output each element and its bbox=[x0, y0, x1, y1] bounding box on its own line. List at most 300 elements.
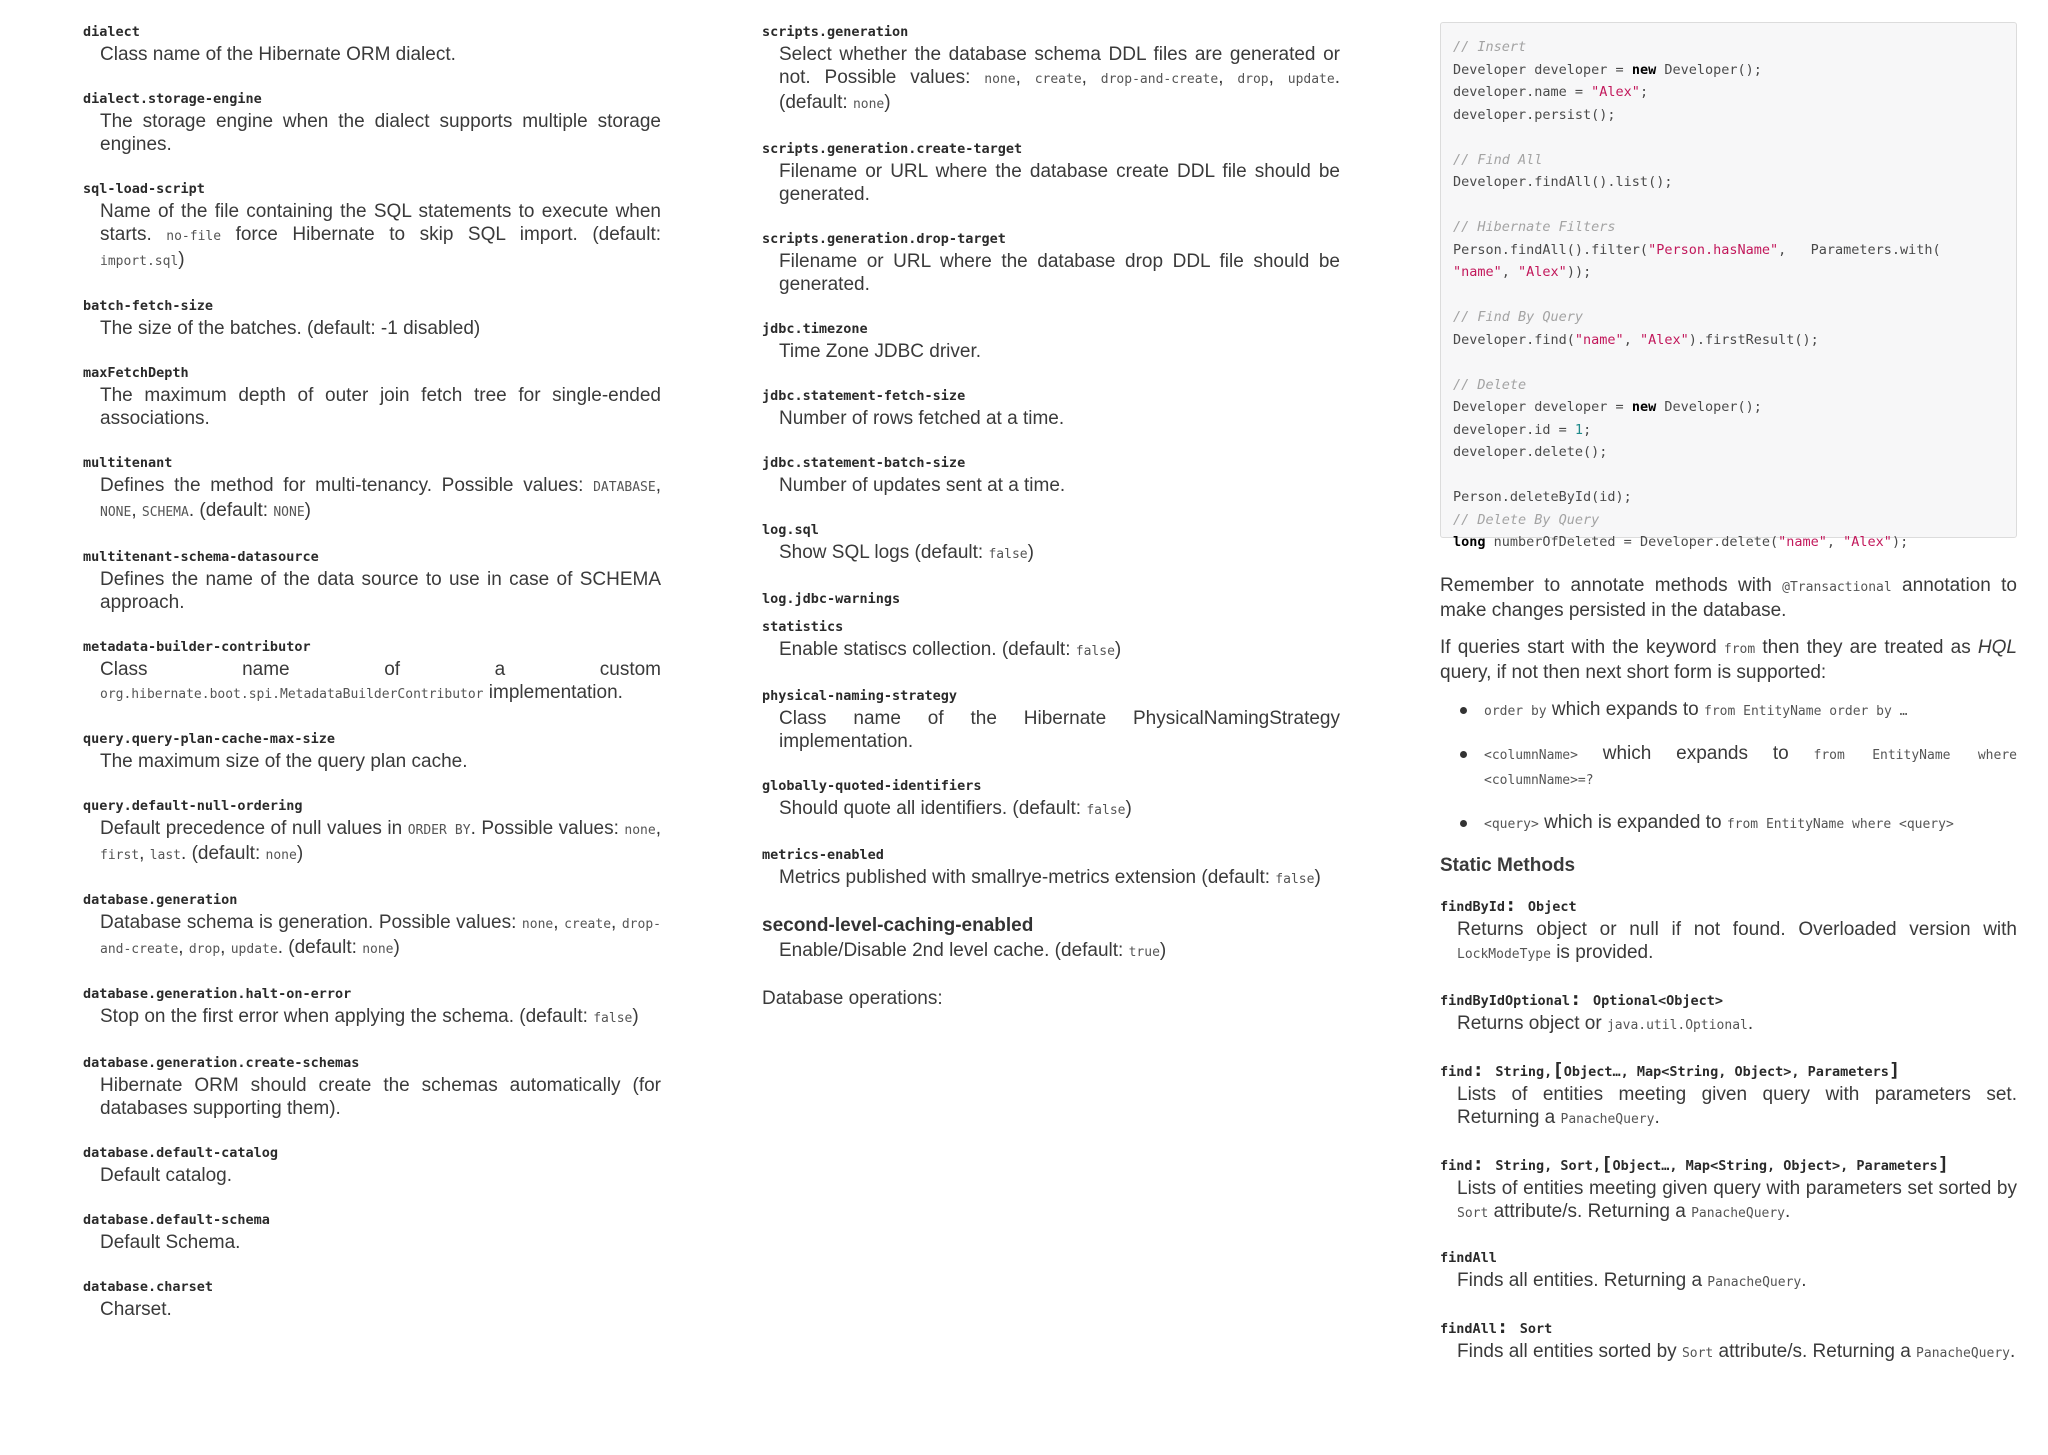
inline-code: last bbox=[149, 848, 182, 863]
method-signature bbox=[1440, 1248, 2017, 1268]
text-run: Default precedence of null values in bbox=[100, 818, 408, 839]
code-string: "Alex" bbox=[1639, 331, 1689, 348]
code-keyword: new bbox=[1631, 61, 1657, 78]
config-description bbox=[100, 1005, 661, 1030]
config-key: statistics bbox=[762, 619, 844, 635]
text-run: is provided. bbox=[1550, 942, 1654, 963]
signature-text: Object…, Map<String, Object>, Parameters bbox=[1563, 1064, 1889, 1080]
code-line bbox=[1453, 239, 2004, 262]
code-line bbox=[1453, 216, 2004, 239]
code-string: "name" bbox=[1574, 331, 1624, 348]
config-key: database.generation.halt-on-error bbox=[83, 986, 352, 1002]
text-run: . bbox=[2009, 1341, 2016, 1362]
config-entry bbox=[83, 547, 661, 614]
text-run: Time Zone JDBC driver. bbox=[779, 341, 982, 362]
method-signature bbox=[1440, 1317, 2017, 1339]
code-line bbox=[1453, 419, 2004, 442]
config-description bbox=[779, 707, 1340, 753]
bullet-item bbox=[1440, 811, 2017, 836]
text-run: Defines the method for multi-tenancy. Possible values: bbox=[100, 475, 594, 496]
config-entry bbox=[762, 914, 1340, 964]
code-comment: // Delete By Query bbox=[1453, 511, 1600, 528]
config-key: sql-load-script bbox=[83, 181, 205, 197]
short-form-list bbox=[1440, 698, 2017, 836]
method-entry bbox=[1440, 1060, 2017, 1131]
code-token: Person.findAll().filter( bbox=[1453, 241, 1649, 258]
inline-code: false bbox=[593, 1011, 633, 1026]
text-run: query, if not then next short form is supported: bbox=[1440, 662, 1827, 683]
text-run: . bbox=[1785, 1201, 1791, 1222]
config-description bbox=[779, 43, 1340, 116]
text-run: ) bbox=[178, 249, 185, 270]
text-run: Remember to annotate methods with bbox=[1440, 575, 1783, 596]
text-run: ) bbox=[1125, 798, 1132, 819]
config-entry bbox=[762, 520, 1340, 566]
inline-code: PanacheQuery bbox=[1691, 1206, 1786, 1221]
inline-code: Sort bbox=[1681, 1346, 1714, 1361]
config-key: multitenant bbox=[83, 455, 173, 471]
code-token: ).firstResult(); bbox=[1688, 331, 1819, 348]
config-entry bbox=[83, 890, 661, 961]
config-entry bbox=[762, 845, 1340, 891]
signature-text: findById bbox=[1440, 899, 1506, 915]
text-run: Defines the name of the data source to use in case of SCHEMA approach. bbox=[100, 569, 661, 613]
text-run: The storage engine when the dialect supports multiple storage engines. bbox=[100, 111, 661, 155]
text-run: ) bbox=[296, 843, 304, 864]
config-description bbox=[100, 911, 661, 961]
code-line bbox=[1453, 104, 2004, 127]
text-run: , bbox=[139, 843, 150, 864]
code-keyword: new bbox=[1631, 399, 1657, 415]
config-description bbox=[779, 340, 1340, 363]
config-entry bbox=[83, 1277, 661, 1321]
paragraph bbox=[1440, 636, 2017, 684]
method-description bbox=[1457, 1340, 2017, 1365]
text-run: Default Schema. bbox=[100, 1232, 241, 1253]
code-line bbox=[1453, 261, 2004, 284]
config-entry bbox=[762, 229, 1340, 296]
code-token: developer.name = bbox=[1453, 84, 1592, 100]
inline-code: none bbox=[265, 848, 297, 863]
signature-punct: [ bbox=[1601, 1153, 1613, 1175]
config-entry bbox=[83, 1053, 661, 1120]
signature-text: Sort bbox=[1519, 1321, 1553, 1337]
code-listing bbox=[1440, 22, 2017, 550]
query-notes bbox=[1440, 574, 2017, 684]
config-entry bbox=[762, 617, 1340, 663]
text-run: Number of rows fetched at a time. bbox=[779, 408, 1065, 429]
config-entry bbox=[762, 386, 1340, 430]
bullet-dot bbox=[1460, 751, 1467, 758]
text-run: . (default: bbox=[181, 843, 266, 864]
config-description bbox=[779, 160, 1340, 206]
code-comment: // Find All bbox=[1453, 151, 1543, 168]
text-run: implementation. bbox=[483, 682, 623, 703]
config-key: jdbc.statement-fetch-size bbox=[762, 388, 966, 404]
inline-code: false bbox=[1075, 644, 1115, 659]
code-line bbox=[1453, 464, 2004, 487]
config-entry bbox=[83, 984, 661, 1030]
inline-code: org.hibernate.boot.spi.MetadataBuilderContributor bbox=[100, 687, 484, 702]
config-description bbox=[779, 638, 1340, 663]
config-key: multitenant-schema-datasource bbox=[83, 549, 319, 565]
inline-code: drop-and-create bbox=[1100, 72, 1219, 87]
config-entry bbox=[83, 729, 661, 773]
code-line bbox=[1453, 441, 2004, 464]
inline-code: PanacheQuery bbox=[1916, 1346, 2010, 1361]
bullet-item bbox=[1440, 742, 2017, 792]
config-entry bbox=[83, 1143, 661, 1187]
config-description bbox=[779, 797, 1340, 822]
code-line bbox=[1453, 81, 2004, 104]
text-run: Class name of the Hibernate ORM dialect. bbox=[100, 44, 456, 65]
config-key: jdbc.timezone bbox=[762, 321, 868, 337]
text-run: , bbox=[611, 912, 622, 933]
inline-code: false bbox=[1275, 872, 1315, 887]
signature-text: Optional<Object> bbox=[1592, 993, 1723, 1009]
signature-punct: ] bbox=[1888, 1059, 1901, 1081]
signature-text: findAll bbox=[1440, 1321, 1497, 1337]
method-entry bbox=[1440, 1154, 2017, 1225]
code-comment: // Hibernate Filters bbox=[1453, 219, 1616, 235]
text-run: Stop on the first error when applying the schema. (default: bbox=[100, 1006, 594, 1027]
config-key: scripts.generation.drop-target bbox=[762, 231, 1006, 247]
text-run: , bbox=[553, 912, 565, 933]
code-line bbox=[1453, 306, 2004, 329]
text-run: ) bbox=[304, 500, 311, 521]
signature-punct: : bbox=[1570, 988, 1593, 1010]
method-signature bbox=[1440, 895, 2017, 917]
config-entry bbox=[83, 796, 661, 867]
inline-code: true bbox=[1128, 945, 1160, 960]
database-operations-label: Database operations: bbox=[762, 988, 943, 1009]
config-key: metrics-enabled bbox=[762, 847, 884, 863]
text-run: Class name of a custom bbox=[100, 659, 661, 680]
config-entry bbox=[83, 296, 661, 340]
code-line bbox=[1453, 531, 2004, 554]
config-key: scripts.generation bbox=[762, 24, 909, 40]
text-run: Lists of entities meeting given query with parameters set. Returning a bbox=[1457, 1084, 2017, 1128]
text-run: ) bbox=[1314, 867, 1321, 888]
text-run: , bbox=[1015, 67, 1035, 88]
text-run: annotation to make changes persisted in the database. bbox=[1440, 575, 2017, 621]
text-run: Filename or URL where the database create DDL file should be generated. bbox=[779, 161, 1340, 205]
text-run: which expands to bbox=[1577, 743, 1814, 764]
inline-code: first bbox=[100, 848, 140, 863]
text-run: Returns object or bbox=[1457, 1013, 1607, 1034]
code-token: , bbox=[1826, 534, 1844, 550]
inline-code: LockModeType bbox=[1457, 947, 1551, 962]
config-description bbox=[779, 541, 1340, 566]
text-run: , bbox=[1268, 67, 1288, 88]
method-entry bbox=[1440, 895, 2017, 966]
method-description bbox=[1457, 1012, 2017, 1037]
method-signature bbox=[1440, 1060, 2017, 1082]
code-string: "Alex" bbox=[1591, 84, 1640, 100]
config-key: dialect.storage-engine bbox=[83, 91, 262, 107]
text-run: Show SQL logs (default: bbox=[779, 542, 989, 563]
inline-code: update bbox=[230, 942, 278, 957]
config-key: database.generation bbox=[83, 892, 238, 908]
inline-code: import.sql bbox=[100, 254, 179, 269]
text-run: Finds all entities sorted by bbox=[1457, 1341, 1682, 1362]
config-key: database.generation.create-schemas bbox=[83, 1055, 360, 1071]
config-description bbox=[100, 1164, 661, 1187]
text-run: , bbox=[178, 937, 189, 958]
code-line bbox=[1453, 351, 2004, 374]
column-config-middle bbox=[762, 22, 1340, 1024]
inline-code: from bbox=[1723, 642, 1756, 657]
code-line bbox=[1453, 509, 2004, 532]
signature-text: findAll bbox=[1440, 1250, 1497, 1266]
signature-text: Object bbox=[1527, 899, 1577, 915]
code-comment: // Find By Query bbox=[1453, 309, 1584, 325]
config-description bbox=[100, 110, 661, 156]
text-run: Metrics published with smallrye-metrics extension (default: bbox=[779, 867, 1276, 888]
inline-code: from EntityName order by … bbox=[1704, 704, 1908, 719]
text-run: ) bbox=[1159, 940, 1167, 961]
config-entry bbox=[762, 139, 1340, 206]
text-run: then they are treated as bbox=[1755, 637, 1978, 658]
inline-code: drop bbox=[188, 942, 221, 957]
config-description bbox=[100, 817, 661, 867]
text-run: ) bbox=[632, 1006, 639, 1027]
text-run: ) bbox=[1027, 542, 1034, 563]
static-methods-list bbox=[1440, 895, 2017, 1365]
inline-code: none bbox=[624, 823, 656, 838]
method-description bbox=[1457, 1269, 2017, 1294]
inline-code: none bbox=[362, 942, 394, 957]
config-entry bbox=[762, 589, 1340, 609]
code-line bbox=[1453, 329, 2004, 352]
code-token: ; bbox=[1639, 84, 1649, 100]
inline-code: create bbox=[564, 917, 612, 932]
inline-code: create bbox=[1034, 72, 1082, 87]
text-run: Class name of the Hibernate PhysicalNamingStrategy implementation. bbox=[779, 708, 1340, 752]
text-run: . (default: bbox=[277, 937, 363, 958]
inline-code: drop bbox=[1237, 72, 1269, 87]
code-comment: // Insert bbox=[1453, 39, 1527, 55]
config-key: metadata-builder-contributor bbox=[83, 639, 311, 655]
code-line bbox=[1453, 486, 2004, 509]
inline-code: drop-and-create bbox=[100, 917, 661, 957]
signature-text: Object…, Map<String, Object>, Parameters bbox=[1612, 1158, 1938, 1174]
config-entry bbox=[83, 179, 661, 273]
inline-code: PanacheQuery bbox=[1707, 1275, 1802, 1290]
text-run: which is expanded to bbox=[1538, 812, 1727, 833]
method-description bbox=[1457, 918, 2017, 966]
text-run: Should quote all identifiers. (default: bbox=[779, 798, 1087, 819]
config-entry bbox=[762, 22, 1340, 116]
code-token: Developer(); bbox=[1656, 399, 1762, 415]
config-entry bbox=[83, 363, 661, 430]
text-run: ) bbox=[884, 92, 891, 113]
method-description bbox=[1457, 1177, 2017, 1225]
config-key: query.default-null-ordering bbox=[83, 798, 303, 814]
inline-code: NONE bbox=[273, 505, 305, 520]
code-token: , Parameters.with( bbox=[1778, 241, 1941, 258]
config-key: batch-fetch-size bbox=[83, 298, 214, 314]
config-description bbox=[100, 200, 661, 273]
inline-code: ORDER BY bbox=[407, 823, 471, 838]
config-entry bbox=[83, 453, 661, 524]
config-entry bbox=[762, 686, 1340, 753]
config-description bbox=[779, 866, 1340, 891]
code-string: "Alex" bbox=[1518, 264, 1567, 280]
method-entry bbox=[1440, 1317, 2017, 1365]
config-key: physical-naming-strategy bbox=[762, 688, 958, 704]
code-line bbox=[1453, 396, 2004, 419]
text-run: Charset. bbox=[100, 1299, 172, 1320]
text-run: which expands to bbox=[1546, 699, 1704, 720]
text-run: Hibernate ORM should create the schemas automatically (for databases supporting them). bbox=[100, 1075, 661, 1119]
config-key: log.sql bbox=[762, 522, 819, 538]
text-run: , bbox=[131, 500, 142, 521]
config-entry bbox=[762, 453, 1340, 497]
config-description bbox=[779, 474, 1340, 497]
text-run: . (default: bbox=[188, 500, 274, 521]
code-string: "name" bbox=[1778, 534, 1827, 550]
inline-code: NONE bbox=[100, 505, 132, 520]
text-run: Lists of entities meeting given query with parameters set sorted by bbox=[1457, 1178, 2017, 1199]
text-run: ) bbox=[393, 937, 400, 958]
text-run: , bbox=[655, 818, 661, 839]
text-run: , bbox=[1081, 67, 1101, 88]
config-entry bbox=[762, 776, 1340, 822]
config-description bbox=[779, 407, 1340, 430]
code-token: ; bbox=[1583, 421, 1592, 438]
code-line bbox=[1453, 194, 2004, 217]
text-run: Database schema is generation. Possible values: bbox=[100, 912, 522, 933]
text-run: Enable/Disable 2nd level cache. (default: bbox=[779, 940, 1129, 961]
code-line bbox=[1453, 374, 2004, 397]
signature-text: String, bbox=[1495, 1064, 1553, 1080]
code-line bbox=[1453, 149, 2004, 172]
inline-code: false bbox=[988, 547, 1028, 562]
text-run: Returns object or null if not found. Overloaded version with bbox=[1457, 919, 2017, 940]
text-run: , bbox=[655, 475, 661, 496]
text-run: Enable statiscs collection. (default: bbox=[779, 639, 1076, 660]
bullet-dot bbox=[1460, 707, 1467, 714]
code-token: , bbox=[1501, 264, 1519, 280]
code-line bbox=[1453, 59, 2004, 82]
config-entry bbox=[83, 637, 661, 706]
text-run: . bbox=[1747, 1013, 1754, 1034]
code-token: developer.delete(); bbox=[1453, 444, 1608, 460]
config-description bbox=[100, 474, 661, 524]
config-key: log.jdbc-warnings bbox=[762, 591, 901, 607]
text-run: . bbox=[1801, 1270, 1807, 1291]
text-run: The maximum depth of outer join fetch tree for single-ended associations. bbox=[100, 385, 661, 429]
text-run: Default catalog. bbox=[100, 1165, 233, 1186]
column-config-left bbox=[83, 22, 661, 1344]
signature-text: find bbox=[1440, 1158, 1473, 1174]
method-signature bbox=[1440, 989, 2017, 1011]
config-entry bbox=[762, 319, 1340, 363]
config-key: second-level-caching-enabled bbox=[762, 915, 1034, 936]
text-run: Name of the file containing the SQL statements to execute when starts. bbox=[100, 201, 661, 245]
config-entry bbox=[83, 1210, 661, 1254]
code-token: ); bbox=[1891, 534, 1909, 550]
code-string: "name" bbox=[1453, 264, 1502, 280]
code-token: developer.id = bbox=[1453, 421, 1575, 438]
inline-code: none bbox=[521, 917, 554, 932]
config-key: database.default-schema bbox=[83, 1212, 270, 1228]
inline-code: PanacheQuery bbox=[1560, 1112, 1655, 1127]
text-run: Finds all entities. Returning a bbox=[1457, 1270, 1708, 1291]
code-number: 1 bbox=[1574, 421, 1584, 438]
config-key: query.query-plan-cache-max-size bbox=[83, 731, 335, 747]
emphasis-text: HQL bbox=[1977, 637, 2017, 658]
config-description bbox=[100, 1298, 661, 1321]
code-token: Developer.find( bbox=[1453, 331, 1575, 348]
signature-punct: : bbox=[1472, 1153, 1496, 1175]
code-line bbox=[1453, 126, 2004, 149]
code-token: , bbox=[1623, 331, 1640, 348]
config-description bbox=[100, 568, 661, 614]
code-string: "Alex" bbox=[1843, 534, 1892, 550]
method-signature bbox=[1440, 1154, 2017, 1176]
inline-code: order by bbox=[1484, 704, 1547, 719]
config-entry bbox=[83, 22, 661, 66]
code-token: Person.deleteById(id); bbox=[1453, 489, 1632, 505]
text-run: Filename or URL where the database drop DDL file should be generated. bbox=[779, 251, 1340, 295]
text-run: ) bbox=[1114, 639, 1122, 660]
code-line bbox=[1453, 171, 2004, 194]
method-entry bbox=[1440, 1248, 2017, 1294]
text-run: The maximum size of the query plan cache. bbox=[100, 751, 468, 772]
inline-code: from EntityName where <columnName>=? bbox=[1484, 748, 2017, 788]
inline-code: false bbox=[1086, 803, 1126, 818]
text-run: . bbox=[1654, 1107, 1660, 1128]
inline-code: java.util.Optional bbox=[1606, 1018, 1748, 1033]
config-description bbox=[100, 384, 661, 430]
section-heading-static-methods: Static Methods bbox=[1440, 855, 1576, 876]
paragraph bbox=[1440, 574, 2017, 622]
inline-code: none bbox=[852, 97, 885, 112]
config-description bbox=[100, 317, 661, 340]
code-line bbox=[1453, 36, 2004, 59]
config-description bbox=[779, 939, 1340, 964]
config-description bbox=[100, 658, 661, 706]
signature-punct: : bbox=[1472, 1059, 1496, 1081]
method-entry bbox=[1440, 989, 2017, 1037]
inline-code: no-file bbox=[166, 229, 222, 244]
signature-punct: : bbox=[1505, 894, 1528, 916]
text-run: attribute/s. Returning a bbox=[1713, 1341, 1917, 1362]
text-run: , bbox=[220, 937, 231, 958]
config-key: database.default-catalog bbox=[83, 1145, 279, 1161]
inline-code: <query> bbox=[1484, 817, 1539, 832]
config-entry bbox=[83, 89, 661, 156]
text-run: attribute/s. Returning a bbox=[1488, 1201, 1692, 1222]
code-token: Developer developer = bbox=[1453, 61, 1632, 78]
config-description bbox=[100, 1231, 661, 1254]
code-line bbox=[1453, 284, 2004, 307]
code-token: Developer(); bbox=[1656, 61, 1762, 78]
bullet-dot bbox=[1460, 820, 1467, 827]
code-token: )); bbox=[1566, 264, 1592, 280]
code-token: numberOfDeleted = Developer.delete( bbox=[1485, 534, 1779, 550]
config-description bbox=[100, 750, 661, 773]
inline-code: none bbox=[984, 72, 1016, 87]
config-key: scripts.generation.create-target bbox=[762, 141, 1023, 157]
signature-text: String, Sort, bbox=[1495, 1158, 1602, 1174]
code-token: developer.persist(); bbox=[1453, 106, 1616, 123]
text-run: The size of the batches. (default: -1 disabled) bbox=[100, 318, 481, 339]
config-description bbox=[100, 43, 661, 66]
code-comment: // Delete bbox=[1453, 376, 1527, 393]
